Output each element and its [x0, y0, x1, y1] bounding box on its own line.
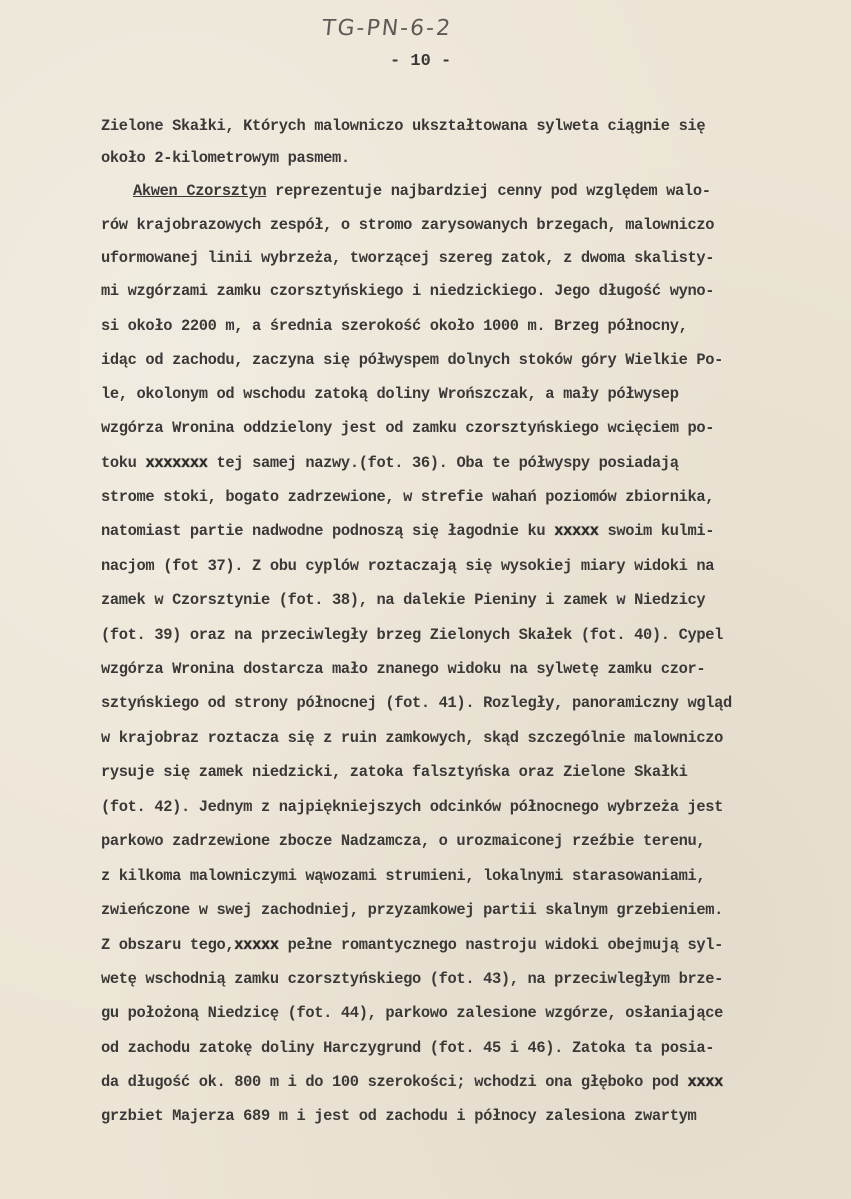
text-line [101, 1106, 696, 1126]
text-segment: mi wzgórzami zamku czorsztyńskiego i niedzickiego. Jego długość wyno- [101, 282, 715, 300]
text-segment: Z obszaru tego, [101, 936, 235, 954]
text-segment: Akwen Czorsztyn [133, 182, 267, 200]
text-segment: z kilkoma malowniczymi wąwozami strumieni, lokalnymi starasowaniami, [101, 867, 706, 885]
text-line [101, 693, 732, 713]
text-line [101, 350, 723, 370]
text-line [101, 625, 723, 645]
text-line [101, 116, 705, 136]
text-segment: tej samej nazwy.(fot. 36). Oba te półwyspy posiadają [207, 454, 679, 472]
text-line [101, 728, 723, 748]
text-line [101, 384, 679, 404]
text-segment: pełne romantycznego nastroju widoki obejmują syl- [278, 936, 724, 954]
text-line [101, 797, 723, 817]
text-line [101, 1072, 723, 1092]
text-segment: nacjom (fot 37). Z obu cyplów roztaczają się wysokiej miary widoki na [101, 557, 715, 575]
text-line [101, 935, 723, 955]
text-line [101, 831, 705, 851]
text-line [101, 969, 723, 989]
typed-over-text: xxxx [687, 1073, 724, 1091]
text-segment: uformowanej linii wybrzeża, tworzącej szereg zatok, z dwoma skalisty- [101, 249, 715, 267]
text-line [101, 148, 350, 168]
text-line [101, 281, 714, 301]
text-segment: wetę wschodnią zamku czorsztyńskiego (fot. 43), na przeciwległym brze- [101, 970, 724, 988]
text-segment: gu położoną Niedzicę (fot. 44), parkowo zalesione wzgórze, osłaniające [101, 1004, 724, 1022]
text-segment: (fot. 39) oraz na przeciwległy brzeg Zielonych Skałek (fot. 40). Cypel [101, 626, 724, 644]
text-segment: idąc od zachodu, zaczyna się półwyspem dolnych stoków góry Wielkie Po- [101, 351, 724, 369]
text-segment: Zielone Skałki, Których malowniczo ukształtowana sylweta ciągnie się [101, 117, 706, 135]
text-line [101, 487, 714, 507]
text-segment: grzbiet Majerza 689 m i jest od zachodu i północy zalesiona zwartym [101, 1107, 697, 1125]
text-line [101, 866, 705, 886]
text-segment: wzgórza Wronina dostarcza mało znanego widoku na sylwetę zamku czor- [101, 660, 706, 678]
typed-over-text: xxxxxxx [145, 454, 208, 472]
text-segment: natomiast partie nadwodne podnoszą się łagodnie ku [101, 522, 555, 540]
page-number: - 10 - [390, 52, 452, 71]
text-segment: reprezentuje najbardziej cenny pod względem walo- [266, 182, 711, 200]
typed-over-text: xxxxx [554, 522, 599, 540]
text-segment: si około 2200 m, a średnia szerokość około 1000 m. Brzeg północny, [101, 317, 688, 335]
text-segment: toku [101, 454, 146, 472]
text-segment: od zachodu zatokę doliny Harczygrund (fot. 45 i 46). Zatoka ta posia- [101, 1039, 715, 1057]
text-line [101, 521, 714, 541]
text-segment: (fot. 42). Jednym z najpiękniejszych odcinków północnego wybrzeża jest [101, 798, 724, 816]
text-segment: wzgórza Wronina oddzielony jest od zamku czorsztyńskiego wcięciem po- [101, 419, 715, 437]
text-segment: sztyńskiego od strony północnej (fot. 41). Rozległy, panoramiczny wgląd [101, 694, 732, 712]
text-line [101, 453, 679, 473]
text-segment: rów krajobrazowych zespół, o stromo zarysowanych brzegach, malowniczo [101, 216, 715, 234]
text-line [133, 181, 711, 201]
text-segment: da długość ok. 800 m i do 100 szerokości; wchodzi ona głęboko pod [101, 1073, 688, 1091]
typed-over-text: xxxxx [234, 936, 279, 954]
text-line [101, 659, 705, 679]
text-line [101, 316, 687, 336]
text-line [101, 900, 723, 920]
text-line [101, 215, 714, 235]
text-segment: parkowo zadrzewione zbocze Nadzamcza, o urozmaiconej rzeźbie terenu, [101, 832, 706, 850]
text-line [101, 590, 705, 610]
text-line [101, 248, 714, 268]
handwritten-reference: TG-PN-6-2 [320, 16, 454, 41]
text-segment: zamek w Czorsztynie (fot. 38), na dalekie Pieniny i zamek w Niedzicy [101, 591, 706, 609]
text-segment: strome stoki, bogato zadrzewione, w strefie wahań poziomów zbiornika, [101, 488, 715, 506]
text-line [101, 762, 687, 782]
text-line [101, 556, 714, 576]
text-segment: w krajobraz roztacza się z ruin zamkowych, skąd szczególnie malowniczo [101, 729, 724, 747]
text-segment: le, okolonym od wschodu zatoką doliny Wrońszczak, a mały półwysep [101, 385, 679, 403]
text-line [101, 418, 714, 438]
text-segment: zwieńczone w swej zachodniej, przyzamkowej partii skalnym grzebieniem. [101, 901, 724, 919]
text-segment: około 2-kilometrowym pasmem. [101, 149, 350, 167]
text-line [101, 1003, 723, 1023]
text-line [101, 1038, 714, 1058]
text-segment: rysuje się zamek niedzicki, zatoka falsztyńska oraz Zielone Skałki [101, 763, 688, 781]
text-segment: swoim kulmi- [598, 522, 715, 540]
